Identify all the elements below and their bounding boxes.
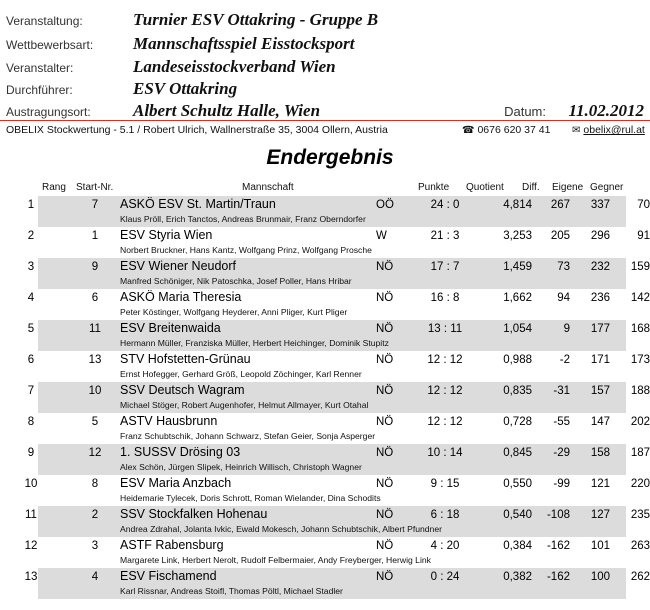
punkte-cell: 6 : 18 xyxy=(430,509,460,521)
email-info xyxy=(572,124,645,136)
diff-cell: -162 xyxy=(546,571,570,583)
datum-label: Datum: xyxy=(504,104,546,119)
player-names: Peter Köstinger, Wolfgang Heyderer, Anni Pliger, Kurt Pliger xyxy=(120,307,348,317)
player-names: Heidemarie Tylecek, Doris Schrott, Roman Wielander, Dina Schodits xyxy=(120,493,381,503)
column-header-quotient: Quotient xyxy=(466,182,504,193)
player-names: Andrea Zdrahal, Jolanta Ivkic, Ewald Mokesch, Johann Schubtschik, Albert Pfundner xyxy=(120,524,442,534)
player-names: Klaus Pröll, Erich Tanctos, Andreas Brunmair, Franz Oberndorfer xyxy=(120,214,366,224)
rang-cell: 13 xyxy=(24,571,38,583)
table-row xyxy=(27,320,650,351)
diff-cell: -31 xyxy=(553,385,570,397)
team-name: ASTV Hausbrunn xyxy=(120,414,218,428)
gegner-cell: 159 xyxy=(630,261,650,273)
veranstalter-label: Veranstalter: xyxy=(6,61,74,75)
gegner-cell: 235 xyxy=(630,509,650,521)
team-name: ESV Fischamend xyxy=(120,569,217,583)
player-names: Manfred Schöniger, Nik Patoschka, Josef Poller, Hans Hribar xyxy=(120,276,352,286)
header-row-veranstaltung xyxy=(6,8,646,30)
gegner-cell: 262 xyxy=(630,571,650,583)
email-link[interactable]: obelix@rul.at xyxy=(583,124,645,136)
gegner-cell: 263 xyxy=(630,540,650,552)
table-row xyxy=(24,475,650,506)
wettbewerbsart-value: Mannschaftsspiel Eisstocksport xyxy=(133,34,355,53)
team-name: 1. SUSSV Drösing 03 xyxy=(120,445,241,459)
player-names: Hermann Müller, Franziska Müller, Herbert Heichinger, Dominik Stupitz xyxy=(120,338,389,348)
software-info-line xyxy=(6,124,646,138)
player-names: Alex Schön, Jürgen Slipek, Heinrich Willisch, Christoph Wagner xyxy=(120,462,362,472)
gegner-cell: 70 xyxy=(637,199,650,211)
quotient-cell: 0,382 xyxy=(503,571,532,583)
datum-value: 11.02.2012 xyxy=(568,101,644,120)
punkte-cell: 9 : 15 xyxy=(430,478,460,490)
state-cell: NÖ xyxy=(376,571,394,583)
header-divider xyxy=(0,120,650,121)
veranstaltung-value: Turnier ESV Ottakring - Gruppe B xyxy=(133,10,379,29)
start-nr-cell: 4 xyxy=(91,571,99,583)
rang-cell: 7 xyxy=(27,385,35,397)
veranstalter-value: Landeseisstockverband Wien xyxy=(133,57,336,76)
eigene-cell: 121 xyxy=(590,478,610,490)
gegner-cell: 173 xyxy=(630,354,650,366)
table-row xyxy=(24,537,650,568)
table-row xyxy=(27,258,650,289)
column-header-rang: Rang xyxy=(42,182,66,193)
start-nr-cell: 5 xyxy=(91,416,99,428)
state-cell: NÖ xyxy=(376,354,394,366)
punkte-cell: 12 : 12 xyxy=(427,385,463,397)
state-cell: NÖ xyxy=(376,385,394,397)
start-nr-cell: 7 xyxy=(91,199,99,211)
column-header-punkte: Punkte xyxy=(418,182,450,193)
start-nr-cell: 2 xyxy=(91,509,99,521)
quotient-cell: 0,835 xyxy=(503,385,532,397)
start-nr-cell: 10 xyxy=(88,385,102,397)
diff-cell: 9 xyxy=(563,323,570,335)
rang-cell: 6 xyxy=(27,354,35,366)
software-info-text: OBELIX Stockwertung - 5.1 / Robert Ulrich, Wallnerstraße 35, 3004 Ollern, Austria xyxy=(6,124,388,136)
start-nr-cell: 3 xyxy=(91,540,99,552)
state-cell: NÖ xyxy=(376,292,394,304)
team-name: ESV Wiener Neudorf xyxy=(120,259,237,273)
start-nr-cell: 11 xyxy=(89,323,101,335)
player-names: Norbert Bruckner, Hans Kantz, Wolfgang Prinz, Wolfgang Prosche xyxy=(120,245,372,255)
durchfuehrer-value: ESV Ottakring xyxy=(133,79,238,98)
team-name: STV Hofstetten-Grünau xyxy=(120,352,251,366)
gegner-cell: 188 xyxy=(630,385,650,397)
header-row-veranstalter xyxy=(6,55,646,77)
start-nr-cell: 12 xyxy=(88,447,102,459)
rang-cell: 3 xyxy=(27,261,35,273)
page-title: Endergebnis xyxy=(266,146,394,169)
eigene-cell: 147 xyxy=(590,416,610,428)
start-nr-cell: 6 xyxy=(91,292,99,304)
player-names: Franz Schubtschik, Johann Schwarz, Stefan Geier, Sonja Asperger xyxy=(120,431,376,441)
punkte-cell: 24 : 0 xyxy=(430,199,460,211)
austragungsort-label: Austragungsort: xyxy=(6,105,91,119)
header-row-durchfuehrer xyxy=(6,77,646,99)
team-name: SSV Stockfalken Hohenau xyxy=(120,507,268,521)
state-cell: NÖ xyxy=(376,447,394,459)
gegner-cell: 220 xyxy=(630,478,650,490)
diff-cell: 73 xyxy=(557,261,570,273)
state-cell: NÖ xyxy=(376,261,394,273)
quotient-cell: 0,540 xyxy=(503,509,532,521)
diff-cell: 94 xyxy=(557,292,570,304)
austragungsort-value: Albert Schultz Halle, Wien xyxy=(133,101,321,120)
team-name: ASKÖ ESV St. Martin/Traun xyxy=(120,197,276,211)
gegner-cell: 168 xyxy=(630,323,650,335)
diff-cell: -55 xyxy=(553,416,570,428)
gegner-cell: 91 xyxy=(637,230,650,242)
eigene-cell: 101 xyxy=(590,540,610,552)
player-names: Margarete Link, Herbert Nerolt, Rudolf Felbermaier, Andy Freyberger, Herwig Link xyxy=(120,555,431,565)
eigene-cell: 158 xyxy=(590,447,610,459)
quotient-cell: 0,728 xyxy=(503,416,532,428)
table-row xyxy=(27,444,650,475)
punkte-cell: 4 : 20 xyxy=(430,540,460,552)
rang-cell: 10 xyxy=(24,478,38,490)
punkte-cell: 0 : 24 xyxy=(430,571,460,583)
player-names: Michael Stöger, Robert Augenhofer, Helmut Allmayer, Kurt Otahal xyxy=(120,400,369,410)
rang-cell: 1 xyxy=(27,199,35,211)
rang-cell: 9 xyxy=(27,447,35,459)
diff-cell: 205 xyxy=(550,230,570,242)
diff-cell: -2 xyxy=(559,354,570,366)
rang-cell: 5 xyxy=(27,323,35,335)
punkte-cell: 13 : 11 xyxy=(427,323,463,335)
rang-cell: 2 xyxy=(27,230,35,242)
phone-info xyxy=(462,124,550,136)
diff-cell: -162 xyxy=(546,540,570,552)
gegner-cell: 142 xyxy=(630,292,650,304)
quotient-cell: 0,550 xyxy=(503,478,532,490)
quotient-cell: 1,662 xyxy=(503,292,532,304)
rang-cell: 12 xyxy=(24,540,38,552)
quotient-cell: 1,054 xyxy=(503,323,532,335)
column-header-start-nr: Start-Nr. xyxy=(76,182,114,193)
durchfuehrer-label: Durchführer: xyxy=(6,83,73,97)
diff-cell: -29 xyxy=(553,447,570,459)
table-row xyxy=(27,227,650,258)
start-nr-cell: 1 xyxy=(91,230,99,242)
state-cell: NÖ xyxy=(376,323,394,335)
rang-cell: 8 xyxy=(27,416,35,428)
diff-cell: -108 xyxy=(546,509,570,521)
telephone-icon: ☎ xyxy=(462,125,475,136)
phone-number: 0676 620 37 41 xyxy=(477,124,551,136)
quotient-cell: 3,253 xyxy=(503,230,532,242)
punkte-cell: 17 : 7 xyxy=(430,261,460,273)
diff-cell: 267 xyxy=(550,199,570,211)
punkte-cell: 21 : 3 xyxy=(430,230,460,242)
diff-cell: -99 xyxy=(553,478,570,490)
column-header-mannschaft: Mannschaft xyxy=(242,182,294,193)
rang-cell: 4 xyxy=(27,292,35,304)
table-row xyxy=(27,382,650,413)
start-nr-cell: 8 xyxy=(91,478,99,490)
player-names: Ernst Hofegger, Gerhard Größ, Leopold Zöchinger, Karl Renner xyxy=(120,369,362,379)
start-nr-cell: 9 xyxy=(91,261,99,273)
punkte-cell: 16 : 8 xyxy=(430,292,460,304)
eigene-cell: 157 xyxy=(590,385,610,397)
team-name: SSV Deutsch Wagram xyxy=(120,383,245,397)
wettbewerbsart-label: Wettbewerbsart: xyxy=(6,38,94,52)
team-name: ESV Styria Wien xyxy=(120,228,213,242)
state-cell: NÖ xyxy=(376,478,394,490)
table-row xyxy=(25,506,650,537)
quotient-cell: 1,459 xyxy=(503,261,532,273)
table-row xyxy=(27,196,650,227)
quotient-cell: 4,814 xyxy=(503,199,532,211)
header-row-wettbewerbsart xyxy=(6,32,646,54)
punkte-cell: 10 : 14 xyxy=(427,447,463,459)
header-row-austragungsort xyxy=(6,99,646,121)
eigene-cell: 100 xyxy=(590,571,610,583)
quotient-cell: 0,845 xyxy=(503,447,532,459)
table-row xyxy=(27,351,650,382)
quotient-cell: 0,384 xyxy=(503,540,532,552)
quotient-cell: 0,988 xyxy=(503,354,532,366)
punkte-cell: 12 : 12 xyxy=(427,354,463,366)
eigene-cell: 296 xyxy=(590,230,610,242)
team-name: ESV Breitenwaida xyxy=(120,321,221,335)
eigene-cell: 127 xyxy=(590,509,610,521)
state-cell: OÖ xyxy=(376,199,394,211)
gegner-cell: 202 xyxy=(630,416,650,428)
eigene-cell: 236 xyxy=(590,292,610,304)
state-cell: NÖ xyxy=(376,416,394,428)
team-name: ASTF Rabensburg xyxy=(120,538,224,552)
state-cell: NÖ xyxy=(376,540,394,552)
table-row xyxy=(27,413,650,444)
rang-cell: 11 xyxy=(25,509,37,521)
table-row xyxy=(24,568,650,599)
state-cell: W xyxy=(376,230,387,242)
table-row xyxy=(27,289,650,320)
envelope-icon: ✉ xyxy=(572,125,581,136)
eigene-cell: 337 xyxy=(590,199,610,211)
start-nr-cell: 13 xyxy=(88,354,102,366)
results-table xyxy=(24,196,650,599)
column-header-diff: Diff. xyxy=(522,182,540,193)
column-header-gegner: Gegner xyxy=(590,182,624,193)
punkte-cell: 12 : 12 xyxy=(427,416,463,428)
eigene-cell: 171 xyxy=(590,354,610,366)
veranstaltung-label: Veranstaltung: xyxy=(6,14,83,28)
player-names: Karl Rissnar, Andreas Stoifl, Thomas Pöltl, Michael Stadler xyxy=(120,586,343,596)
team-name: ASKÖ Maria Theresia xyxy=(120,290,242,304)
column-header-eigene: Eigene xyxy=(552,182,584,193)
state-cell: NÖ xyxy=(376,509,394,521)
eigene-cell: 177 xyxy=(590,323,610,335)
eigene-cell: 232 xyxy=(590,261,610,273)
team-name: ESV Maria Anzbach xyxy=(120,476,232,490)
gegner-cell: 187 xyxy=(630,447,650,459)
